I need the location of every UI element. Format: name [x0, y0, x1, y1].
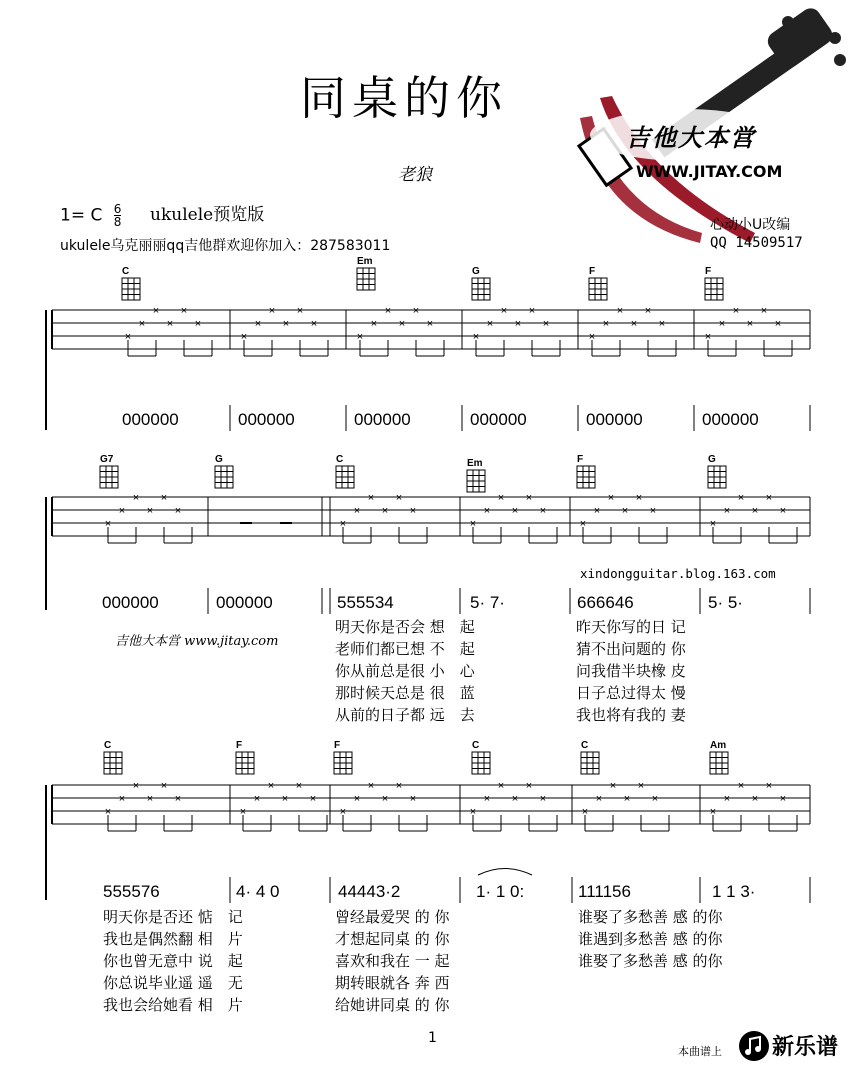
tab-note: ×: [356, 331, 364, 343]
tab-note: ×: [370, 318, 378, 330]
tab-note: ×: [486, 318, 494, 330]
chord-name: Em: [357, 256, 373, 267]
qq-number: QQ 14509517: [710, 235, 803, 251]
chord-name: Em: [467, 458, 483, 469]
tab-note: ×: [649, 505, 657, 517]
tab-note: ×: [511, 793, 519, 805]
tab-note: ×: [152, 305, 160, 317]
lyric-line: 我也将有我的 妻: [576, 706, 686, 724]
tab-note: ×: [398, 318, 406, 330]
jianpu-notes: 000000: [354, 410, 411, 429]
chord-name: Am: [710, 740, 727, 751]
tab-note: ×: [588, 331, 596, 343]
tab-note: ×: [630, 318, 638, 330]
tab-note: ×: [160, 492, 168, 504]
tab-note: ×: [381, 505, 389, 517]
lyric-line: 我也是偶然翻 相 片: [103, 930, 243, 948]
tab-note: ×: [774, 318, 782, 330]
jianpu-notes: 666646: [577, 593, 634, 612]
tab-note: ×: [174, 505, 182, 517]
tab-note: ×: [644, 305, 652, 317]
tab-note: ×: [124, 331, 132, 343]
tab-note: ×: [723, 505, 731, 517]
brand-name: 新乐谱: [772, 1035, 839, 1060]
chord-name: C: [104, 740, 112, 751]
tab-note: ×: [384, 305, 392, 317]
lyric-line: 你从前总是很 小 心: [335, 662, 475, 680]
tab-note: ×: [194, 318, 202, 330]
tab-note: ×: [174, 793, 182, 805]
jianpu-notes: 111156: [578, 882, 631, 901]
lyric-line: 给她讲同桌 的 你: [335, 996, 450, 1014]
arranger-label: 心动小U改编: [710, 217, 791, 233]
tab-note: ×: [709, 806, 717, 818]
tab-note: ×: [267, 780, 275, 792]
chord-name: C: [472, 740, 480, 751]
tab-note: ×: [367, 492, 375, 504]
chord-name: F: [705, 266, 712, 277]
tab-note: ×: [623, 793, 631, 805]
jianpu-notes: 555576: [103, 882, 160, 901]
tab-note: ×: [483, 793, 491, 805]
lyric-line: 你也曾无意中 说 起: [103, 952, 243, 970]
jianpu-notes: 1 1 3·: [712, 882, 756, 901]
tab-note: ×: [765, 780, 773, 792]
lyric-line: 那时候天总是 很 蓝: [335, 684, 475, 702]
tab-note: ×: [723, 793, 731, 805]
tab-note: ×: [409, 793, 417, 805]
music-note-icon: [738, 1030, 770, 1062]
jianpu-notes: 000000: [122, 410, 179, 429]
credit-label: 本曲谱上: [678, 1045, 722, 1058]
jianpu-notes: 000000: [216, 593, 273, 612]
tab-note: ×: [581, 806, 589, 818]
tab-note: ×: [381, 793, 389, 805]
tab-note: ×: [367, 780, 375, 792]
tab-note: ×: [779, 505, 787, 517]
artist-name: 老狼: [398, 165, 432, 185]
jianpu-notes: 000000: [102, 593, 159, 612]
jianpu-notes: 000000: [470, 410, 527, 429]
tab-note: ×: [737, 492, 745, 504]
tab-note: ×: [146, 793, 154, 805]
tab-note: ×: [353, 505, 361, 517]
jianpu-notes: 000000: [586, 410, 643, 429]
jianpu-notes: 1· 1 0:: [476, 882, 525, 901]
lyric-line: 明天你是否会 想 起: [335, 618, 475, 636]
jianpu-notes: 555534: [337, 593, 394, 612]
tab-note: ×: [779, 793, 787, 805]
tab-note: ×: [254, 318, 262, 330]
group-info: ukulele乌克丽丽qq吉他群欢迎你加入：287583011: [60, 238, 391, 254]
lyric-line: 日子总过得太 慢: [576, 684, 686, 702]
lyric-line: 谁遇到多愁善 感 的你: [578, 930, 723, 948]
version-label: ukulele预览版: [150, 205, 265, 225]
logo-name: 吉他大本営: [626, 124, 756, 152]
lyric-line: 从前的日子都 远 去: [335, 706, 475, 724]
time-signature: $\frac{6}{8}$: [113, 202, 122, 229]
tab-note: ×: [525, 780, 533, 792]
tab-note: ×: [409, 505, 417, 517]
tab-note: ×: [339, 518, 347, 530]
tab-note: ×: [132, 492, 140, 504]
chord-name: F: [577, 454, 584, 465]
tab-note: ×: [511, 505, 519, 517]
tab-note: ×: [240, 331, 248, 343]
tab-note: ×: [765, 492, 773, 504]
chord-name: G: [215, 454, 223, 465]
tab-note: ×: [607, 492, 615, 504]
tab-note: ×: [132, 780, 140, 792]
tab-note: ×: [412, 305, 420, 317]
chord-name: F: [236, 740, 243, 751]
tab-note: ×: [737, 780, 745, 792]
chord-name: F: [589, 266, 596, 277]
tab-note: ×: [751, 793, 759, 805]
tab-note: ×: [621, 505, 629, 517]
lyric-line: 猜不出问题的 你: [576, 640, 686, 658]
lyrics-block-2b: [576, 616, 686, 726]
chord-name: C: [122, 266, 130, 277]
tab-note: ×: [118, 505, 126, 517]
tab-note: ×: [483, 505, 491, 517]
page-number: 1: [428, 1030, 437, 1046]
tab-note: ×: [704, 331, 712, 343]
tab-note: ×: [295, 780, 303, 792]
tab-note: ×: [469, 806, 477, 818]
tab-note: ×: [395, 780, 403, 792]
tab-note: ×: [353, 793, 361, 805]
chord-name: G7: [100, 454, 114, 465]
tab-note: ×: [268, 305, 276, 317]
jianpu-notes: 000000: [702, 410, 759, 429]
key-label: 1= C: [60, 205, 103, 226]
tab-note: ×: [146, 505, 154, 517]
tab-note: ×: [602, 318, 610, 330]
lyrics-block-2a: [335, 616, 475, 726]
lyric-line: 才想起同桌 的 你: [335, 930, 450, 948]
lyric-line: 谁娶了多愁善 感 的你: [578, 908, 723, 926]
tab-note: ×: [239, 806, 247, 818]
tab-note: ×: [539, 793, 547, 805]
tab-note: ×: [525, 492, 533, 504]
tab-note: ×: [339, 806, 347, 818]
lyric-line: 问我借半块橡 皮: [576, 662, 686, 680]
tab-note: ×: [469, 518, 477, 530]
tab-note: ×: [500, 305, 508, 317]
lyric-line: 昨天你写的日 记: [576, 618, 686, 636]
tab-note: ×: [542, 318, 550, 330]
tab-note: ×: [539, 505, 547, 517]
lyrics-block-3a: [103, 906, 243, 1016]
tab-note: ×: [426, 318, 434, 330]
tab-note: ×: [104, 518, 112, 530]
tab-note: ×: [751, 505, 759, 517]
tab-note: ×: [253, 793, 261, 805]
tab-note: ×: [309, 793, 317, 805]
jianpu-notes: 44443·2: [338, 882, 401, 901]
lyrics-block-3b: [335, 906, 450, 1016]
lyric-line: 你总说毕业遥 遥 无: [103, 974, 243, 992]
tab-note: ×: [310, 318, 318, 330]
tab-note: ×: [616, 305, 624, 317]
chord-name: C: [336, 454, 344, 465]
tab-note: ×: [579, 518, 587, 530]
tab-note: ×: [593, 505, 601, 517]
tab-note: ×: [118, 793, 126, 805]
jianpu-notes: 5· 5·: [708, 593, 743, 612]
tab-note: ×: [658, 318, 666, 330]
watermark: 吉他大本営 www.jitay.com: [115, 634, 279, 649]
song-title: 同桌的你: [300, 71, 508, 125]
tab-note: ×: [760, 305, 768, 317]
chord-name: G: [708, 454, 716, 465]
tab-note: ×: [718, 318, 726, 330]
tie-arc: [478, 869, 532, 876]
tab-note: ×: [528, 305, 536, 317]
tab-note: ×: [746, 318, 754, 330]
tab-note: ×: [651, 793, 659, 805]
lyric-line: 明天你是否还 惦 记: [103, 908, 243, 926]
tab-note: ×: [472, 331, 480, 343]
lyric-line: 我也会给她看 相 片: [103, 996, 243, 1014]
tab-note: ×: [166, 318, 174, 330]
chord-name: C: [581, 740, 589, 751]
tab-note: ×: [395, 492, 403, 504]
lyric-line: 喜欢和我在 一 起: [335, 952, 450, 970]
tab-note: ×: [595, 793, 603, 805]
tab-note: ×: [635, 492, 643, 504]
tab-note: ×: [104, 806, 112, 818]
tab-note: ×: [497, 492, 505, 504]
logo-url: WWW.JITAY.COM: [636, 162, 783, 181]
tab-note: ×: [732, 305, 740, 317]
lyric-line: 期转眼就各 奔 西: [335, 974, 450, 992]
tab-note: ×: [281, 793, 289, 805]
tab-note: ×: [296, 305, 304, 317]
lyric-line: 老师们都已想 不 起: [335, 640, 475, 658]
blog-url: xindongguitar.blog.163.com: [580, 566, 776, 581]
lyrics-block-3c: [578, 906, 723, 972]
jianpu-notes: 5· 7·: [470, 593, 505, 612]
tab-note: ×: [637, 780, 645, 792]
lyric-line: 曾经最爱哭 的 你: [335, 908, 450, 926]
tab-note: ×: [138, 318, 146, 330]
chord-name: F: [334, 740, 341, 751]
jianpu-notes: 4· 4 0: [236, 882, 280, 901]
tab-note: ×: [709, 518, 717, 530]
tab-note: ×: [514, 318, 522, 330]
jianpu-notes: 000000: [238, 410, 295, 429]
chord-name: G: [472, 266, 480, 277]
tab-note: ×: [609, 780, 617, 792]
tab-note: ×: [282, 318, 290, 330]
tab-note: ×: [497, 780, 505, 792]
tab-note: ×: [180, 305, 188, 317]
tab-note: ×: [160, 780, 168, 792]
lyric-line: 谁娶了多愁善 感 的你: [578, 952, 723, 970]
